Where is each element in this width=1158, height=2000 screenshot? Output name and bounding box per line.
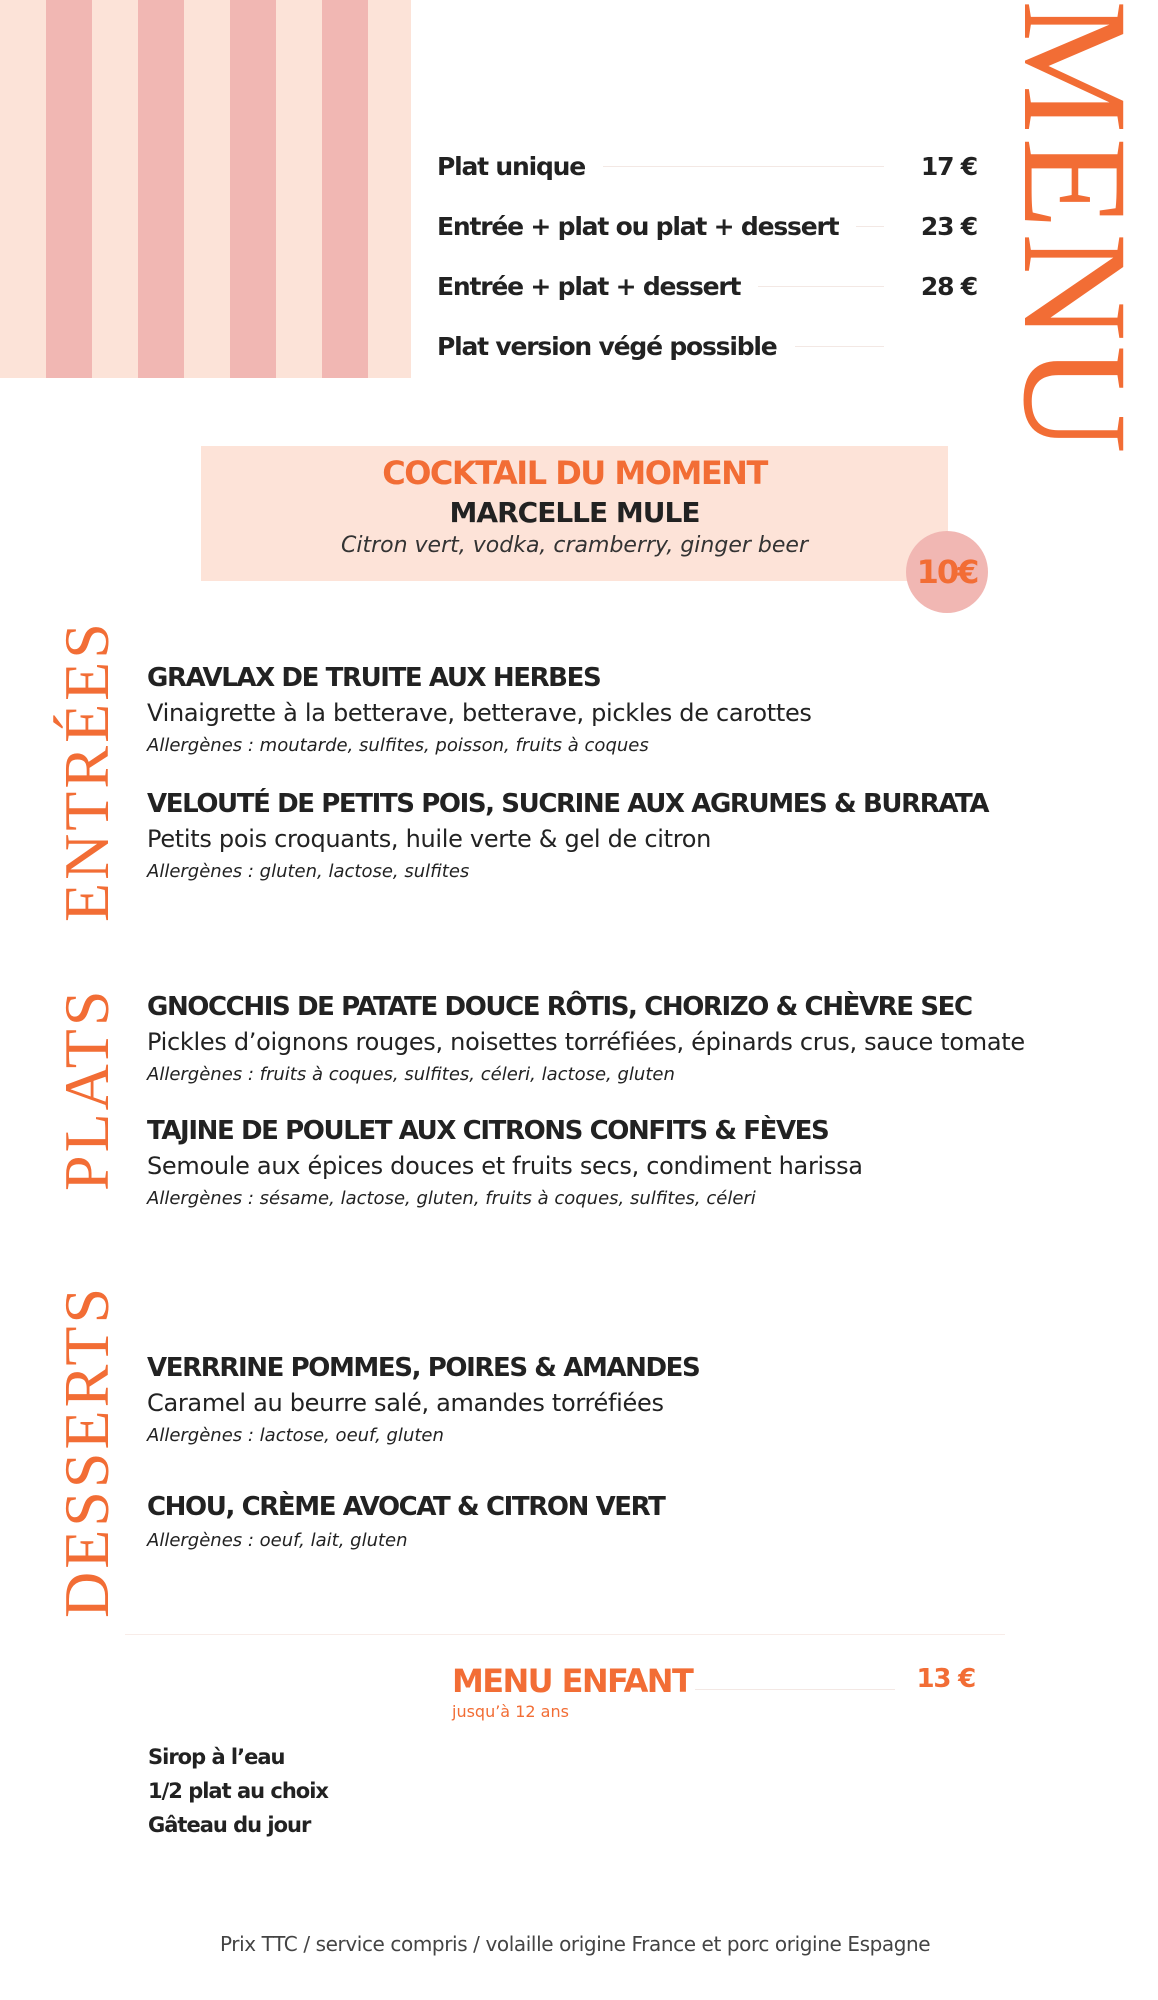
- dish-title: VELOUTÉ DE PETITS POIS, SUCRINE AUX AGRUMES & BURRATA: [147, 789, 989, 819]
- dish-description: Caramel au beurre salé, amandes torréfiées: [147, 1389, 664, 1417]
- formula-row-complete: [437, 266, 977, 306]
- formula-label: Entrée + plat ou plat + dessert: [437, 211, 839, 241]
- formula-row-entree-plat: [437, 206, 977, 246]
- dish-description: Petits pois croquants, huile verte & gel de citron: [147, 825, 712, 853]
- dish-allergens: Allergènes : sésame, lactose, gluten, fruits à coques, sulfites, céleri: [147, 1188, 756, 1209]
- kids-menu-item: Sirop à l’eau: [148, 1745, 285, 1769]
- formula-price: 28 €: [920, 271, 977, 301]
- section-label-plats: PLATS: [51, 987, 122, 1191]
- formula-price: 17 €: [920, 151, 977, 181]
- striped-decoration: [0, 0, 411, 378]
- dish-title: TAJINE DE POULET AUX CITRONS CONFITS & FÈVES: [147, 1116, 829, 1146]
- leader-line: [856, 226, 884, 227]
- kids-menu-item: Gâteau du jour: [148, 1813, 311, 1837]
- section-label-entrees: ENTRÉES: [51, 620, 122, 922]
- dish-allergens: Allergènes : moutarde, sulfites, poisson, fruits à coques: [147, 735, 649, 756]
- leader-line: [603, 166, 884, 167]
- dish-description: Pickles d’oignons rouges, noisettes torréfiées, épinards crus, sauce tomate: [147, 1028, 1025, 1056]
- formula-label: Plat unique: [437, 151, 586, 181]
- leader-line: [758, 286, 884, 287]
- section-label-desserts: DESSERTS: [51, 1284, 122, 1618]
- cocktail-name: MARCELLE MULE: [449, 496, 700, 529]
- formula-label: Plat version végé possible: [437, 331, 777, 361]
- dish-item: [147, 663, 1077, 756]
- dish-description: Vinaigrette à la betterave, betterave, pickles de carottes: [147, 699, 812, 727]
- section-divider: [125, 1634, 1005, 1635]
- kids-menu-item: 1/2 plat au choix: [148, 1779, 328, 1803]
- kids-menu-price: 13 €: [916, 1664, 975, 1694]
- menu-title: MENU: [992, 0, 1158, 458]
- formula-price: 23 €: [920, 211, 977, 241]
- dish-description: Semoule aux épices douces et fruits secs, condiment harissa: [147, 1152, 863, 1180]
- footer-note: Prix TTC / service compris / volaille origine France et porc origine Espagne: [220, 1932, 931, 1956]
- menu-title-container: [992, 0, 1158, 520]
- dish-title: GRAVLAX DE TRUITE AUX HERBES: [147, 663, 601, 693]
- leader-line: [795, 346, 884, 347]
- kids-menu-subtitle: jusqu’à 12 ans: [452, 1702, 569, 1721]
- dish-allergens: Allergènes : lactose, oeuf, gluten: [147, 1425, 444, 1446]
- dish-item: [147, 992, 1077, 1085]
- dish-allergens: Allergènes : oeuf, lait, gluten: [147, 1530, 408, 1551]
- dish-item: [147, 789, 1077, 882]
- cocktail-heading: COCKTAIL DU MOMENT: [382, 454, 767, 492]
- kids-menu-items: [148, 1740, 328, 1842]
- dish-allergens: Allergènes : gluten, lactose, sulfites: [147, 861, 470, 882]
- leader-line: [695, 1689, 895, 1690]
- dish-title: GNOCCHIS DE PATATE DOUCE RÔTIS, CHORIZO & CHÈVRE SEC: [147, 992, 972, 1022]
- kids-menu-title: MENU ENFANT: [452, 1662, 693, 1700]
- cocktail-box: [201, 446, 948, 581]
- cocktail-price-badge: 10€: [906, 531, 988, 613]
- formula-row-plat-unique: [437, 146, 977, 186]
- dish-title: CHOU, CRÈME AVOCAT & CITRON VERT: [147, 1492, 665, 1522]
- dish-item: [147, 1353, 1077, 1446]
- formula-row-vege: [437, 326, 977, 366]
- formula-label: Entrée + plat + dessert: [437, 271, 741, 301]
- dish-item: [147, 1492, 1077, 1551]
- dish-allergens: Allergènes : fruits à coques, sulfites, céleri, lactose, gluten: [147, 1064, 675, 1085]
- dish-item: [147, 1116, 1077, 1209]
- cocktail-description: Citron vert, vodka, cramberry, ginger beer: [341, 533, 808, 558]
- dish-title: VERRRINE POMMES, POIRES & AMANDES: [147, 1353, 700, 1383]
